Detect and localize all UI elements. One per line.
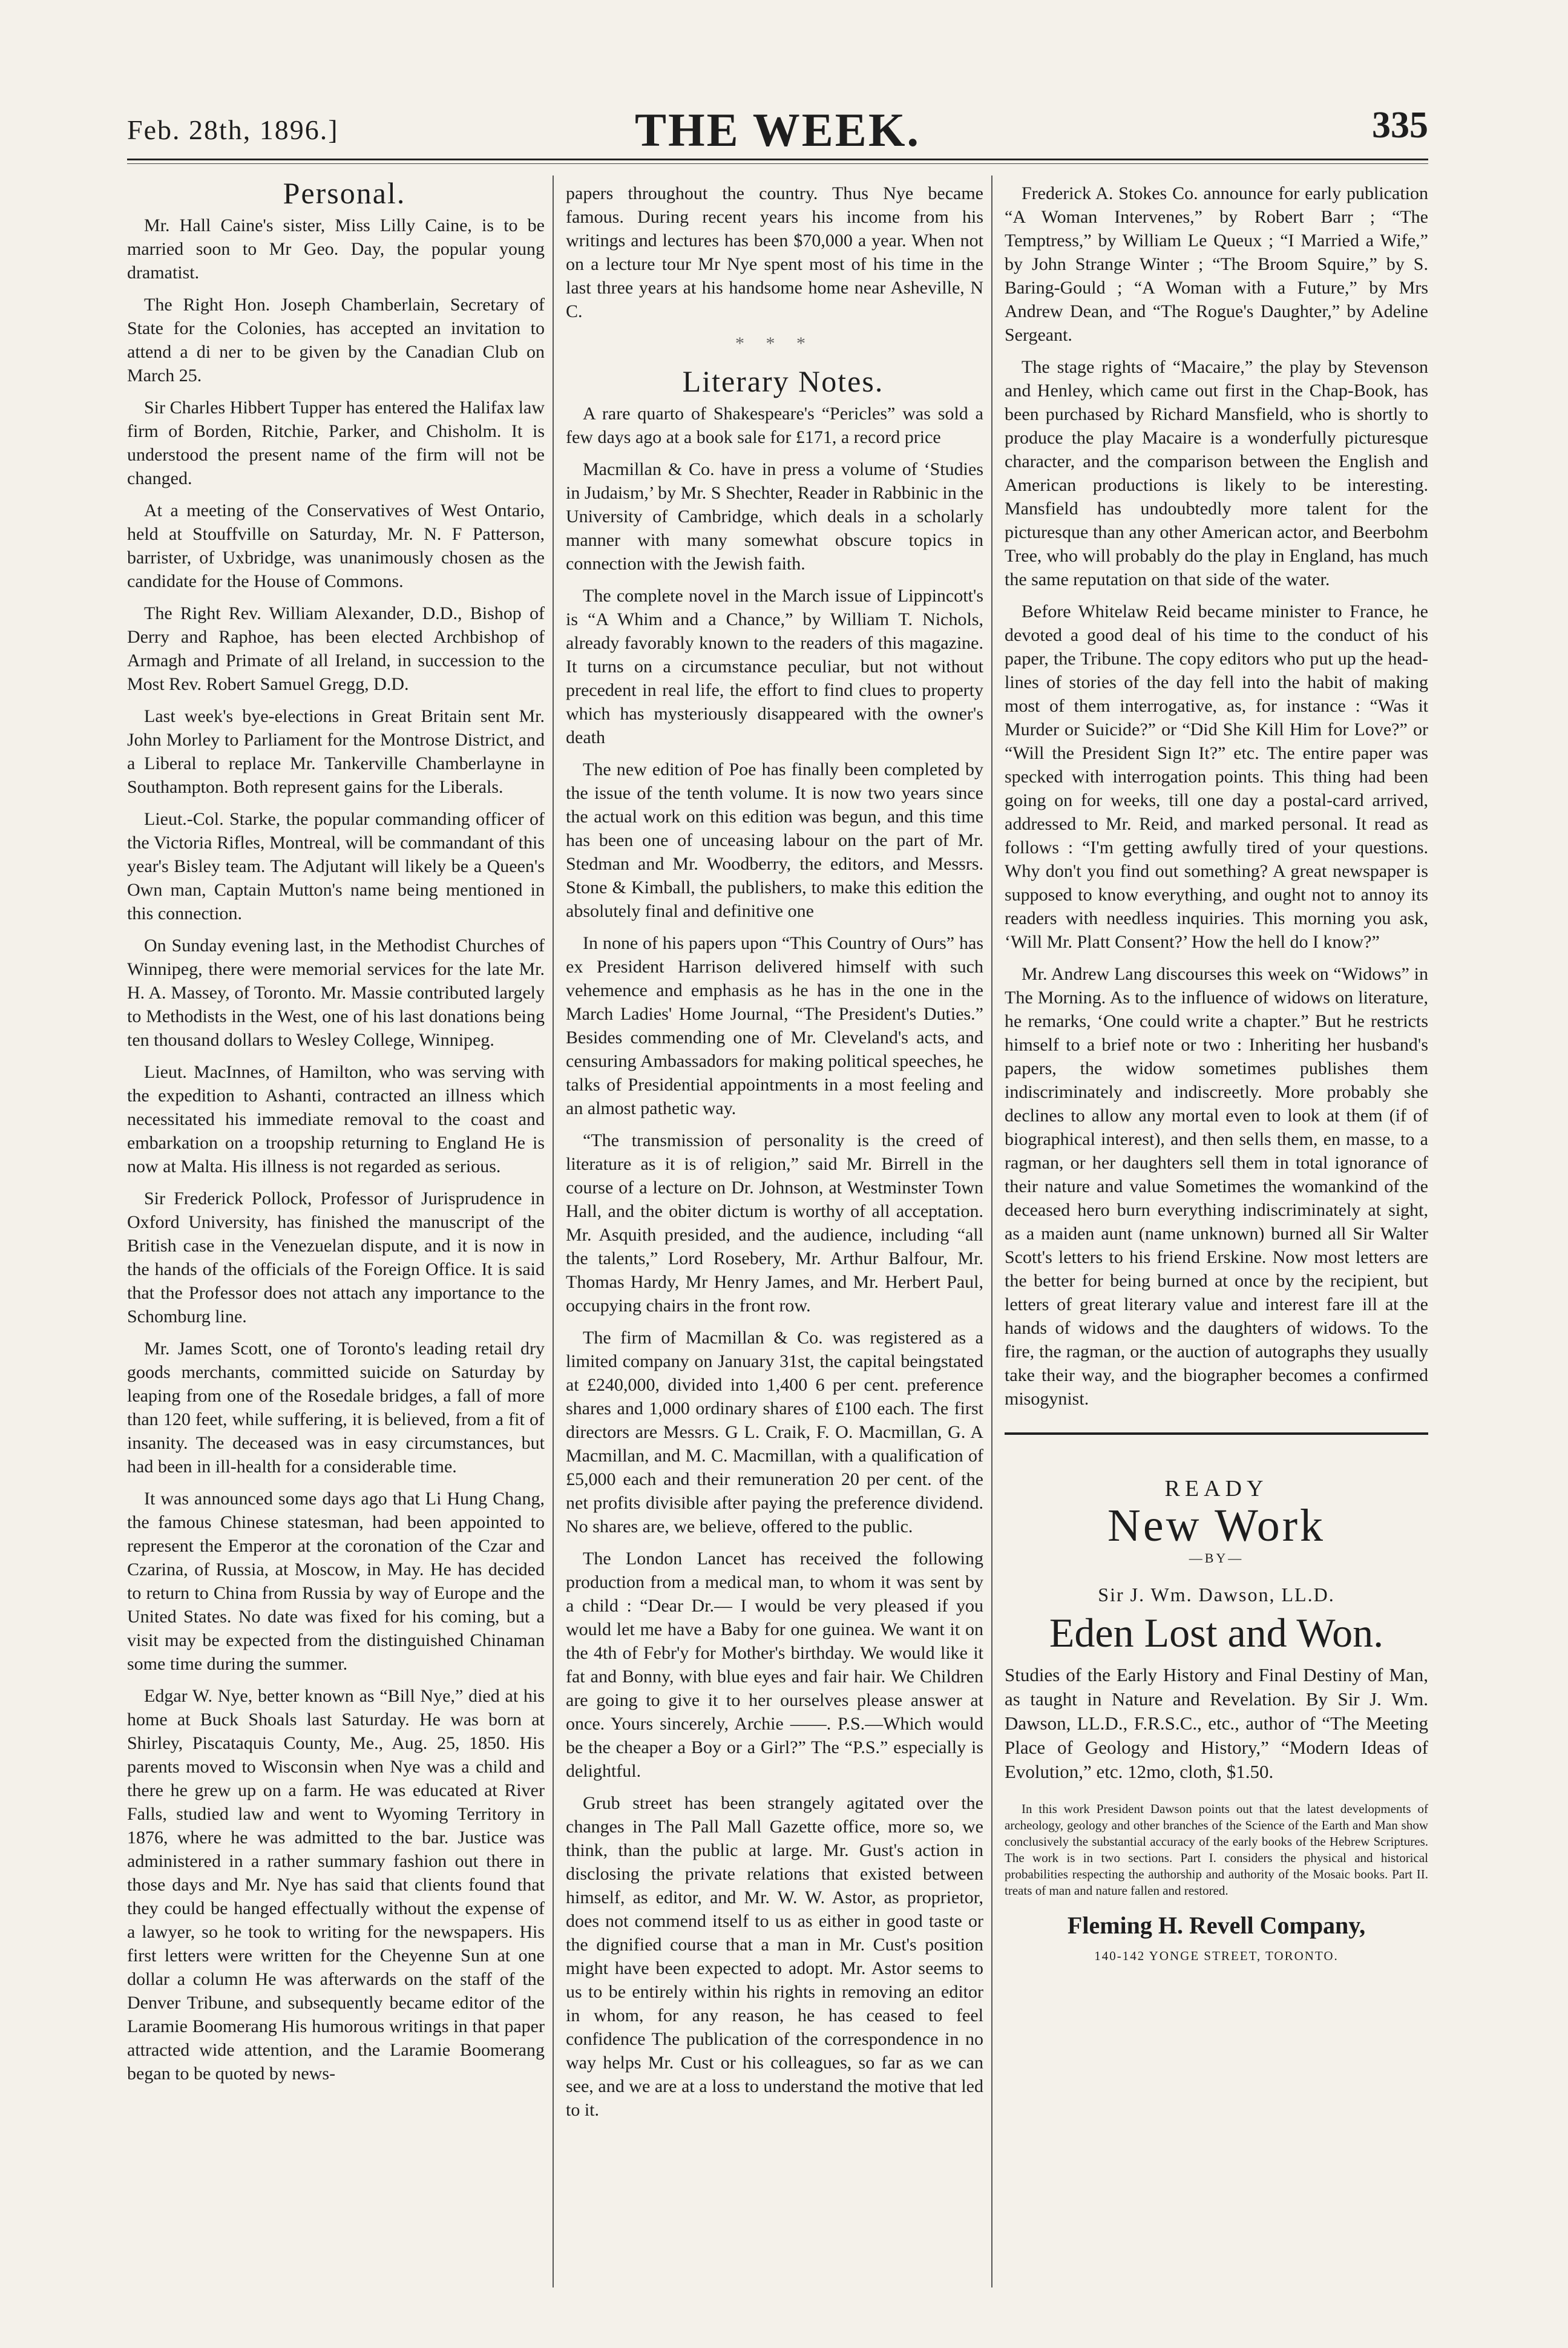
ad-new-work-heading: New Work (1107, 1500, 1326, 1551)
article-paragraph: The Right Rev. William Alexander, D.D., Bishop of Derry and Raphoe, has been elected Archbishop of Armagh and Primate of all Ireland, in succession to the Most Rev. Robert Samuel Gregg, D.D. (127, 603, 545, 694)
section-heading-literary-notes: Literary Notes. (682, 364, 884, 398)
article-paragraph: Frederick A. Stokes Co. announce for early publication “A Woman Intervenes,” by Robert Barr ; “The Temptress,” by William Le Queux ; “I Married a Wife,” by John Strange Winter ; “The Broom Squire,” by S. Baring-Gould ; “A Woman with a Future,” by Mrs Andrew Dean, and “The Rogue's Daughter,” by Adeline Sergeant. (1005, 183, 1428, 345)
article-paragraph: Grub street has been strangely agitated over the changes in The Pall Mall Gazette office, more so, we think, than the public at large. Mr. Gust's action in disclosing the private relations that existed between himself, as editor, and Mr. W. W. Astor, as proprietor, does not commend itself to us as either in good taste or the dignified course that a man in Mr. Cust's position might have been expected to adopt. Mr. Astor seems to us to be entirely within his rights in removing an editor in whom, for any reason, he has ceased to feel confidence The publication of the correspondence in no way helps Mr. Cust or his colleagues, so far as we can see, and we are at a loss to understand the motive that led to it. (566, 1793, 983, 2120)
article-paragraph: “The transmission of personality is the creed of literature as it is of religion,” said Mr. Birrell in the course of a lecture on Dr. Johnson, at Westminster Town Hall, and the obiter dictum is worthy of all acceptation. Mr. Asquith presided, and the audience, including “all the talents,” Lord Rosebery, Mr. Arthur Balfour, Mr. Thomas Hardy, Mr Henry James, and Mr. Herbert Paul, occupying chairs in the front row. (566, 1130, 983, 1316)
page-header (127, 91, 1428, 157)
article-paragraph: Sir Charles Hibbert Tupper has entered the Halifax law firm of Borden, Ritchie, Parker, and Chisholm. It is understood the present name of the firm will not be changed. (127, 398, 545, 488)
ad-publisher: Fleming H. Revell Company, (1067, 1912, 1366, 1939)
header-rule-thin (127, 163, 1428, 164)
page-number: 335 (1372, 105, 1428, 146)
column-divider (991, 175, 992, 2287)
article-paragraph: Mr. Hall Caine's sister, Miss Lilly Caine, is to be married soon to Mr Geo. Day, the popular young dramatist. (127, 215, 545, 283)
column-literary-notes (566, 182, 983, 2300)
article-paragraph: On Sunday evening last, in the Methodist Churches of Winnipeg, there were memorial services for the late Mr. H. A. Massey, of Toronto. Mr. Massie contributed largely to Methodists in the West, one of his last donations being ten thousand dollars to Wesley College, Winnipeg. (127, 936, 545, 1050)
issue-date: Feb. 28th, 1896.] (127, 114, 339, 145)
column-notes-and-advertisement (1005, 182, 1428, 2300)
article-paragraph: Sir Frederick Pollock, Professor of Jurisprudence in Oxford University, has finished the manuscript of the British case in the Venezuelan dispute, and it is now in the hands of the officials of the Foreign Office. It is said that the Professor does not attach any importance to the Schomburg line. (127, 1189, 545, 1326)
article-paragraph: In none of his papers upon “This Country of Ours” has ex President Harrison delivered himself with such vehemence and emphasis as he has in the one in the March Ladies' Home Journal, “The President's Duties.” Besides commending one of Mr. Cleveland's acts, and censuring Ambassadors for making political speeches, he talks of Presidential appointments in a most feeling and an almost pathetic way. (566, 933, 983, 1118)
column-personal (127, 182, 545, 2300)
article-paragraph: A rare quarto of Shakespeare's “Pericles” was sold a few days ago at a book sale for £171, a record price (566, 404, 983, 447)
article-paragraph: The London Lancet has received the following production from a medical man, to whom it was sent by a child : “Dear Dr.— I would be very pleased if you would let me have a Baby for one guinea. We want it on the 4th of Febr'y for Mother's birthday. We would like it fat and Bonny, with blue eyes and fair hair. We Children are going to give it to her ourselves please answer at once. Yours sincerely, Archie ——. P.S.—Which would be the cheaper a Boy or a Girl?” The “P.S.” especially is delightful. (566, 1549, 983, 1781)
article-paragraph: Mr. James Scott, one of Toronto's leading retail dry goods merchants, committed suicide on Saturday by leaping from one of the Rosedale bridges, a fall of more than 120 feet, while suffering, it is believed, from a fit of insanity. The deceased was in easy circumstances, but had been in ill-health for a considerable time. (127, 1339, 545, 1477)
article-paragraph: Macmillan & Co. have in press a volume of ‘Studies in Judaism,’ by Mr. S Shechter, Reader in Rabbinic in the University of Cambridge, which deals in a scholarly manner with many somewhat obscure topics in connection with the Jewish faith. (566, 459, 983, 574)
masthead-title: THE WEEK. (634, 103, 921, 156)
column-divider (553, 175, 554, 2287)
article-continuation: papers throughout the country. Thus Nye became famous. During recent years his income from his writings and lectures has been $70,000 a year. When not on a lecture tour Mr Nye spent most of his time in the last three years at his handsome home near Asheville, N C. (566, 183, 983, 321)
ad-ready-label: READY (1164, 1476, 1268, 1501)
article-paragraph: The firm of Macmillan & Co. was registered as a limited company on January 31st, the capital beingstated at £240,000, divided into 1,400 6 per cent. preference shares and 1,000 ordinary shares of £100 each. The first directors are Messrs. G L. Craik, F. O. Macmillan, G. A Macmillan, and M. C. Macmillan, with a qualification of £5,000 each and their remuneration 20 per cent. of the net profits divisible after paying the preference dividend. No shares are, we believe, offered to the public. (566, 1328, 983, 1536)
article-paragraph: It was announced some days ago that Li Hung Chang, the famous Chinese statesman, had been appointed to represent the Emperor at the coronation of the Czar and Czarina, of Russia, at Moscow, in May. He has decided to return to China from Russia by way of Europe and the United States. No date was fixed for his coming, but a visit may be expected from the distinguished Chinaman some time during the summer. (127, 1489, 545, 1674)
ad-author: Sir J. Wm. Dawson, LL.D. (1098, 1584, 1335, 1605)
ad-description: Studies of the Early History and Final Destiny of Man, as taught in Nature and Revelation. By Sir J. Wm. Dawson, LL.D., F.R.S.C., etc., author of “The Meeting Place of Geology and History,” “Modern Ideas of Evolution,” etc. 12mo, cloth, $1.50. (1005, 1664, 1428, 1782)
article-paragraph: The Right Hon. Joseph Chamberlain, Secretary of State for the Colonies, has accepted an invitation to attend a di ner to be given by the Canadian Club on March 25. (127, 295, 545, 385)
advertisement-rule (1005, 1432, 1428, 1435)
ad-book-title: Eden Lost and Won. (1049, 1610, 1384, 1656)
article-paragraph: Edgar W. Nye, better known as “Bill Nye,” died at his home at Buck Shoals last Saturday. He was born at Shirley, Piscataquis County, Me., Aug. 25, 1850. His parents moved to Wisconsin when Nye was a child and there he grew up on a farm. He was educated at River Falls, studied law and went to Wyoming Territory in 1876, where he was admitted to the bar. Justice was administered in a rather summary fashion out there in those days and Mr. Nye has said that clients found that they could be hanged effectually without the expense of a lawyer, so he took to writing for the newspapers. His first letters were written for the Cheyenne Sun at one dollar a column He was afterwards on the staff of the Denver Tribune, and subsequently became editor of the Laramie Boomerang His humorous writings in that paper attracted wide attention, and the Laramie Boomerang began to be quoted by news- (127, 1686, 545, 2084)
article-paragraph: At a meeting of the Conservatives of West Ontario, held at Stouffville on Saturday, Mr. N. F Patterson, barrister, of Uxbridge, was unanimously chosen as the candidate for the House of Commons. (127, 500, 545, 591)
article-paragraph: Lieut.-Col. Starke, the popular commanding officer of the Victoria Rifles, Montreal, will be commandant of this year's Bisley team. The Adjutant will likely be a Queen's Own man, Captain Mutton's name being mentioned in this connection. (127, 809, 545, 923)
section-ornament: * * * (735, 333, 814, 353)
article-paragraph: The stage rights of “Macaire,” the play by Stevenson and Henley, which came out first in the Chap-Book, has been purchased by Richard Mansfield, who is shortly to produce the play Macaire is a wonderfully picturesque character, and the comparison between the English and American productions is likely to be interesting. Mansfield has undoubtedly more talent for the picturesque than any other American actor, and Beerbohm Tree, who will probably do the play in England, has much the same reputation on that side of the water. (1005, 357, 1428, 589)
article-paragraph: Last week's bye-elections in Great Britain sent Mr. John Morley to Parliament for the Montrose District, and a Liberal to replace Mr. Tankerville Chamberlayne in Southampton. Both represent gains for the Liberals. (127, 706, 545, 797)
ad-note: In this work President Dawson points out that the latest developments of archeology, geology and other branches of the Science of the Earth and Man show conclusively the substantial accuracy of the early books of the Hebrew Scriptures. The work is in two sections. Part I. considers the physical and historical probabilities respecting the authorship and authority of the Mosaic books. Part II. treats of man and nature fallen and restored. (1005, 1802, 1428, 1898)
article-paragraph: The complete novel in the March issue of Lippincott's is “A Whim and a Chance,” by William T. Nichols, already favorably known to the readers of this magazine. It turns on a circumstance peculiar, but not without precedent in real life, the effort to find clues to property which has mysteriously disappeared with the owner's death (566, 586, 983, 747)
ad-address: 140-142 YONGE STREET, TORONTO. (1094, 1949, 1339, 1963)
ad-by-label: —BY— (1189, 1550, 1244, 1566)
article-paragraph: Mr. Andrew Lang discourses this week on “Widows” in The Morning. As to the influence of widows on literature, he remarks, ‘One could write a chapter.” But he restricts himself to a brief note or two : Inheriting her husband's papers, the widow sometimes publishes them indiscriminately and indiscreetly. More probably she declines to allow any mortal even to look at them (if of biographical interest), and then sells them, en masse, to a ragman, or her daughters sell them in total ignorance of their nature and value Sometimes the womankind of the deceased hero burn everything indiscriminately at sight, as a maiden aunt (name unknown) burned all Sir Walter Scott's letters to his friend Erskine. Now most letters are the better for being burned at once by the recipient, but letters of great literary value and interest fare ill at the hands of widows and the daughters of widows. To the fire, the ragman, or the auction of autographs they usually take their way, and the biographer becomes a confirmed misogynist. (1005, 964, 1428, 1409)
header-rule (127, 159, 1428, 160)
section-heading-personal: Personal. (283, 182, 406, 210)
book-advertisement (1005, 1477, 1428, 1968)
article-paragraph: Lieut. MacInnes, of Hamilton, who was serving with the expedition to Ashanti, contracted an illness which necessitated his immediate removal to the coast and embarkation on a troopship returning to England He is now at Malta. His illness is not regarded as serious. (127, 1062, 545, 1176)
article-paragraph: Before Whitelaw Reid became minister to France, he devoted a good deal of his time to the conduct of his paper, the Tribune. The copy editors who put up the head-lines of stories of the day fell into the habit of making most of them interrogative, as, for instance : “Was it Murder or Suicide?” or “Did She Kill Him for Love?” or “Will the President Sign It?” etc. The entire paper was specked with interrogation points. This thing had been going on for weeks, till one day a postal-card arrived, addressed to Mr. Reid, and marked personal. It read as follows : “I'm getting awfully tired of your questions. Why don't you find out something? A great newspaper is supposed to know everything, and ought not to annoy its readers with needless inquiries. This morning you ask, ‘Will Mr. Platt Consent?’ How the hell do I know?” (1005, 602, 1428, 952)
article-paragraph: The new edition of Poe has finally been completed by the issue of the tenth volume. It is now two years since the actual work on this edition was begun, and this time has been one of unceasing labour on the part of Mr. Stedman and Mr. Woodberry, the editors, and Messrs. Stone & Kimball, the publishers, to make this edition the absolutely final and definitive one (566, 759, 983, 921)
